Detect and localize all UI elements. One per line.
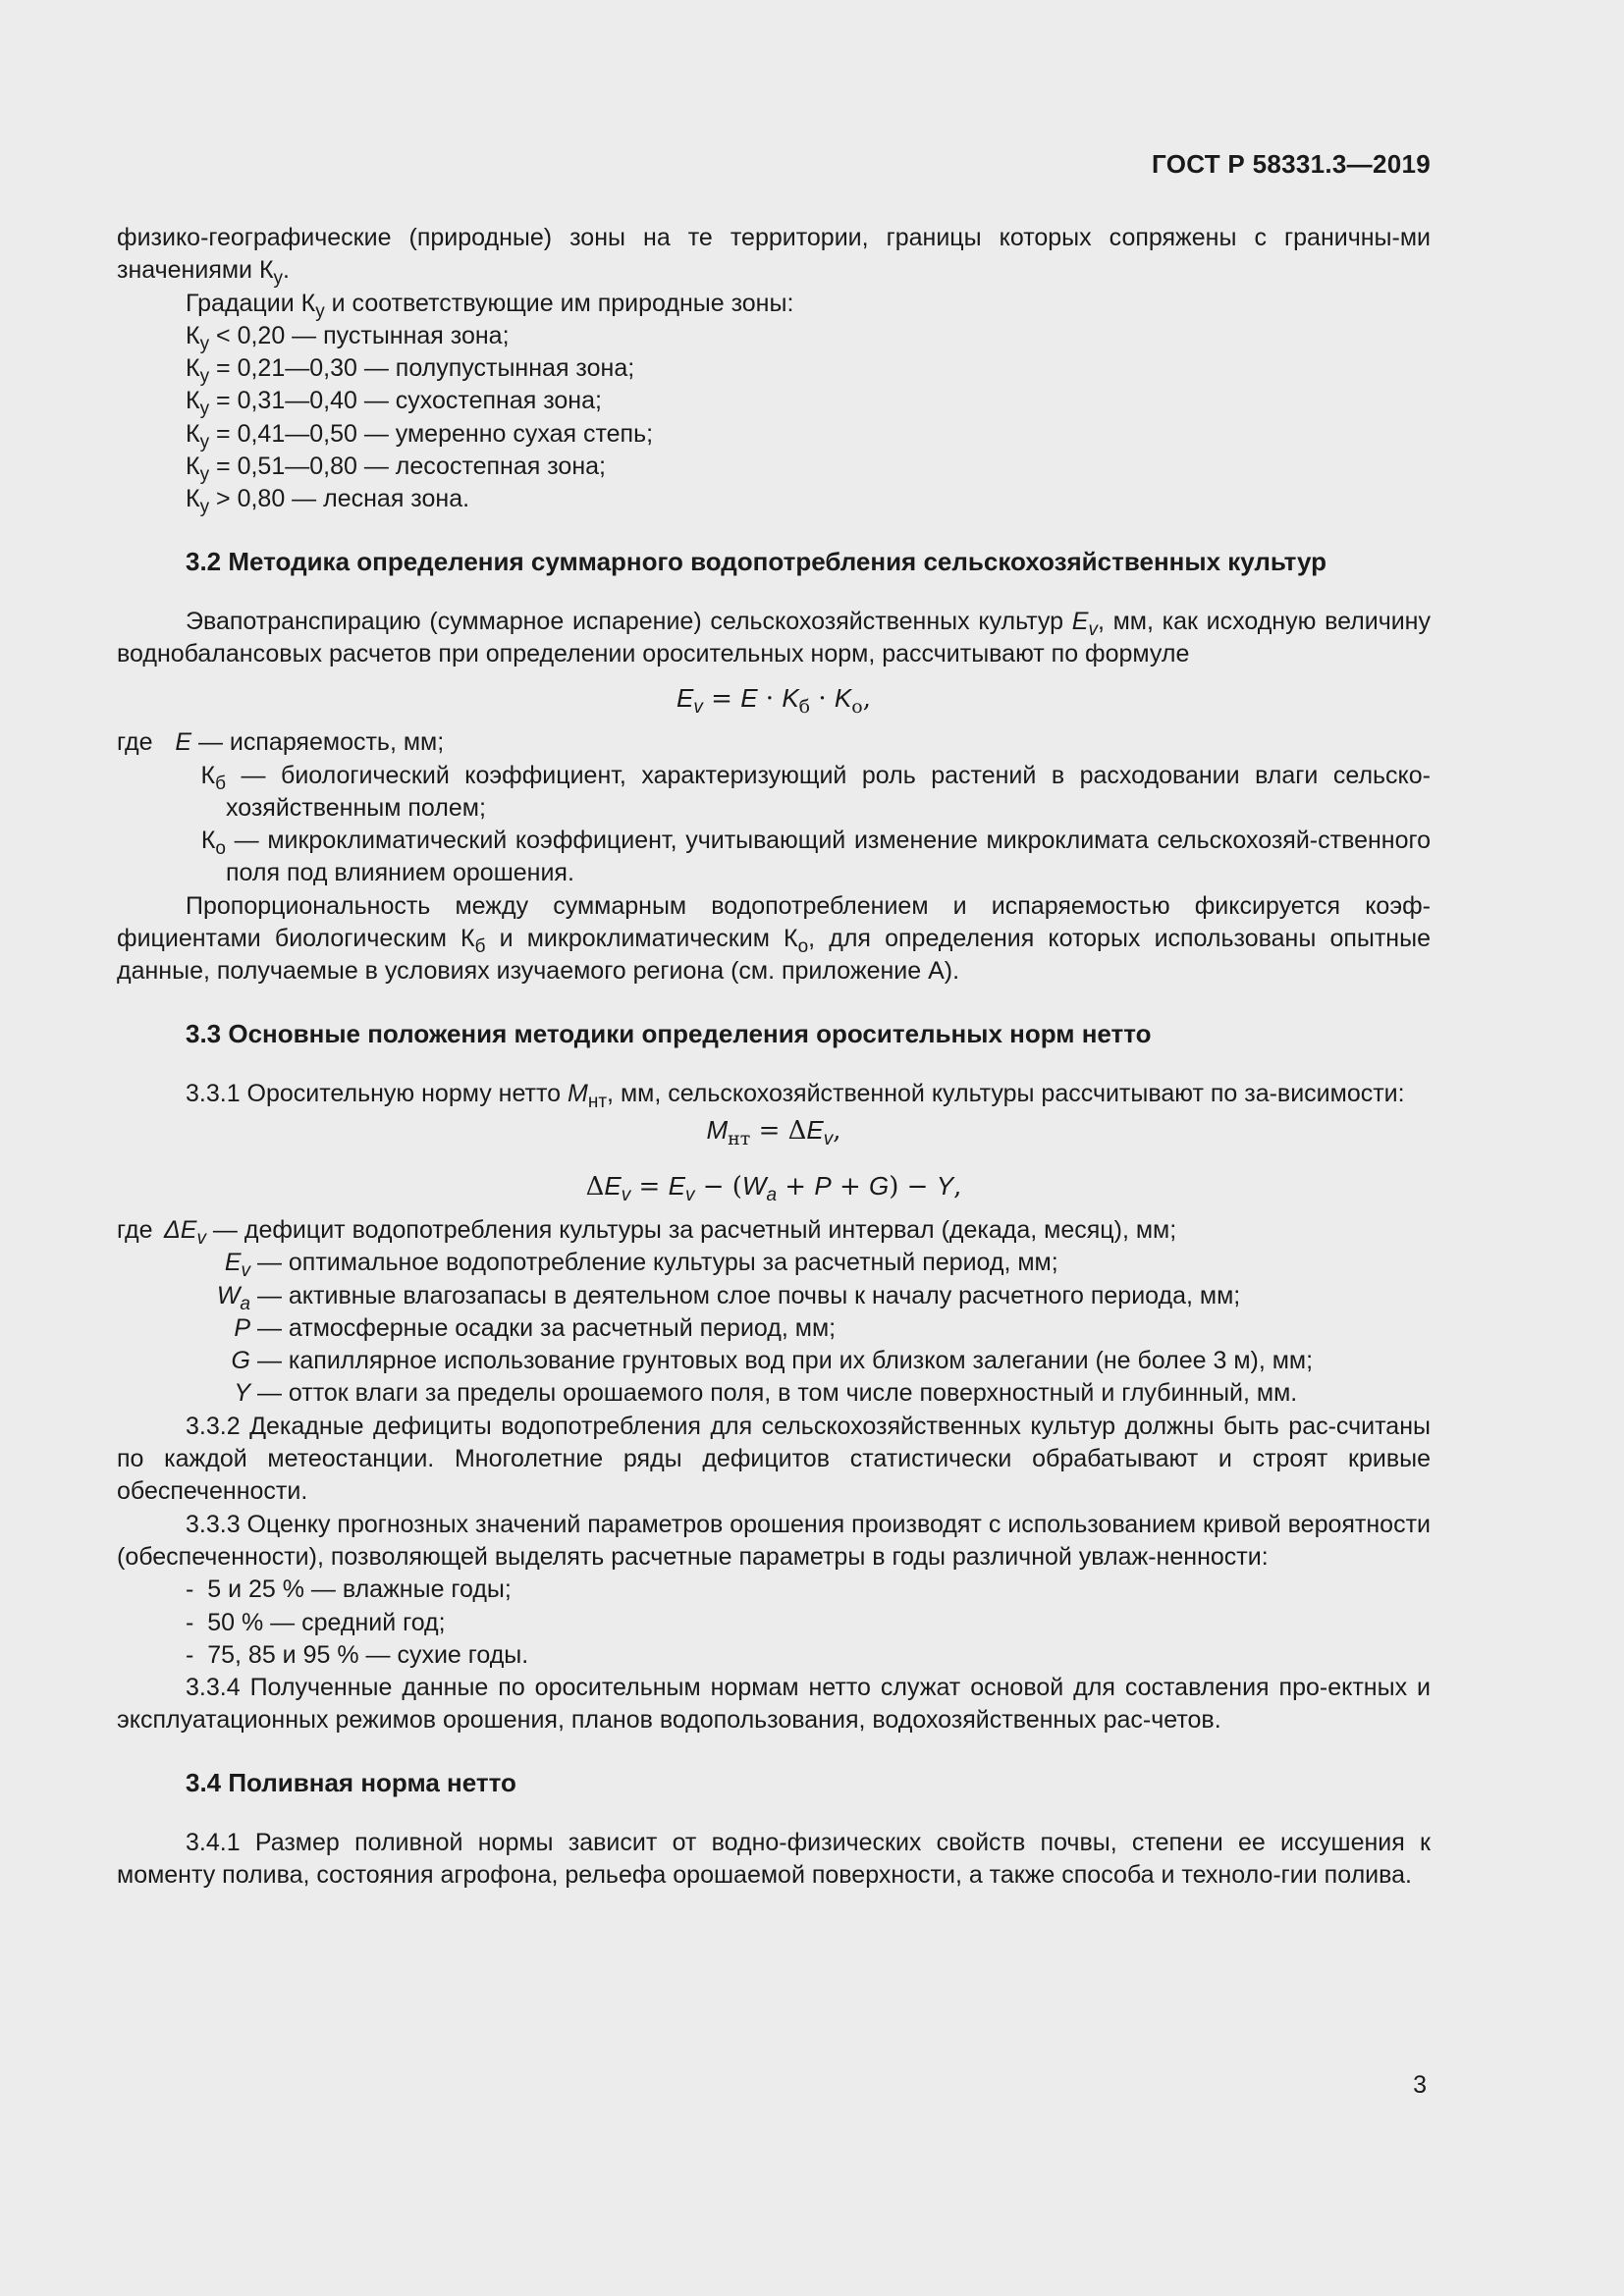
- section-3-4-title: 3.4 Поливная норма нетто: [186, 1767, 516, 1797]
- zone-item: $К_у$ = 0,21—0,30 — полупустынная зона;: [186, 354, 635, 388]
- zone-item: $К_у > 0,80$ — лесная зона.: [186, 485, 470, 518]
- body-text: [117, 222, 1431, 1892]
- definitions-3-2: [117, 726, 1431, 889]
- probability-list: [117, 1574, 1431, 1672]
- paragraph-3-3-2: 3.3.2 Декадные дефициты водопотребления для сельскохозяйственных культур должны быть рас-считаны по каждой метеостанции. Многолетние ряды дефицитов статистически обрабатывают и строят кривые обеспеченности.: [117, 1412, 1431, 1506]
- definition-row: P — атмосферные осадки за расчетный период, мм;: [234, 1313, 837, 1342]
- definition-row: где E — испаряемость, мм;: [117, 728, 445, 757]
- zone-item: $К_у$ = 0,31—0,40 — сухостепная зона;: [186, 387, 602, 420]
- definition-row: $К_о$ — микроклиматический коэффициент, учитывающий изменение микроклимата сельскохозяй-ственного поля под влиянием орошения.: [200, 827, 1431, 887]
- definition-row: G — капиллярное использование грунтовых вод при их близком залегании (не более 3 м), мм;: [231, 1347, 1314, 1375]
- paragraph-intro: физико-географические (природные) зоны на те территории, границы которых сопряжены с граничны-ми значениями $К_у$.: [117, 224, 1431, 290]
- page-number: 3: [1413, 2071, 1427, 2099]
- document-header: ГОСТ Р 58331.3—2019: [1152, 149, 1431, 179]
- paragraph-3-4-1: 3.4.1 Размер поливной нормы зависит от водно-физических свойств почвы, степени ее иссушения к моменту полива, состояния агрофона, рельефа орошаемой поверхности, а также способа и техноло-гии полива.: [117, 1828, 1431, 1889]
- zone-item: $К_у$ = 0,41—0,50 — умеренно сухая степь;: [186, 419, 654, 453]
- paragraph-3-3-3: 3.3.3 Оценку прогнозных значений параметров орошения производят с использованием кривой вероятности (обеспеченности), позволяющей выделять расчетные параметры в годы различной увлаж-ненности:: [117, 1510, 1431, 1571]
- zone-list: [117, 320, 1431, 516]
- definition-row: $W_a$ — активные влагозапасы в деятельном слое почвы к началу расчетного периода, мм;: [216, 1281, 1241, 1314]
- paragraph-evapotranspiration: Эвапотранспирацию (суммарное испарение) сельскохозяйственных культур $E_v$, мм, как исходную величину воднобалансовых расчетов при определении оросительных норм, рассчитывают по формуле: [117, 607, 1431, 667]
- zone-item: $К_у < 0,20$ — пустынная зона;: [186, 321, 510, 354]
- paragraph-3-3-1: 3.3.1 Оросительную норму нетто $M_{нт}$, мм, сельскохозяйственной культуры рассчитывают по за-висимости:: [186, 1079, 1405, 1112]
- formula-delta-ev: $\Delta E_v = E_v - (W_a + P + G) - Y$,: [585, 1170, 962, 1205]
- paragraph-proportionality: Пропорциональность между суммарным водопотреблением и испаряемостью фиксируется коэф-фициентами биологическим $К_б$ и микроклиматическим $К_о$, для определения которых использованы опытные данные, получаемые в условиях изучаемого региона (см. приложение А).: [117, 891, 1431, 986]
- paragraph-gradations: Градации $К_у$ и соответствующие им природные зоны:: [186, 289, 794, 322]
- definitions-3-3: [117, 1214, 1431, 1411]
- formula-mnt: $M_{нт} = \Delta E_v$,: [706, 1114, 841, 1149]
- list-item: - 50 % — средний год;: [186, 1608, 446, 1636]
- definition-row: Y — отток влаги за пределы орошаемого поля, в том числе поверхностный и глубинный, мм.: [234, 1379, 1298, 1408]
- formula-ev: $E_v = E \cdot K_б \cdot K_о$,: [677, 683, 871, 719]
- definition-row: $E_v$ — оптимальное водопотребление культуры за расчетный период, мм;: [224, 1249, 1058, 1282]
- definition-row: $К_б$ — биологический коэффициент, характеризующий роль растений в расходовании влаги сельско-хозяйственным полем;: [200, 761, 1431, 822]
- list-item: - 5 и 25 % — влажные годы;: [186, 1575, 512, 1604]
- section-3-2-title: 3.2 Методика определения суммарного водопотребления сельскохозяйственных культур: [186, 546, 1326, 576]
- zone-item: $К_у$ = 0,51—0,80 — лесостепная зона;: [186, 453, 606, 486]
- section-3-3-title: 3.3 Основные положения методики определения оросительных норм нетто: [186, 1018, 1152, 1048]
- paragraph-3-3-4: 3.3.4 Полученные данные по оросительным нормам нетто служат основой для составления про-ектных и эксплуатационных режимов орошения, планов водопользования, водохозяйственных рас-четов.: [117, 1674, 1431, 1735]
- definition-row: где $\Delta E_v$ — дефицит водопотребления культуры за расчетный интервал (декада, месяц), мм;: [117, 1215, 1177, 1249]
- list-item: - 75, 85 и 95 % — сухие годы.: [186, 1640, 529, 1669]
